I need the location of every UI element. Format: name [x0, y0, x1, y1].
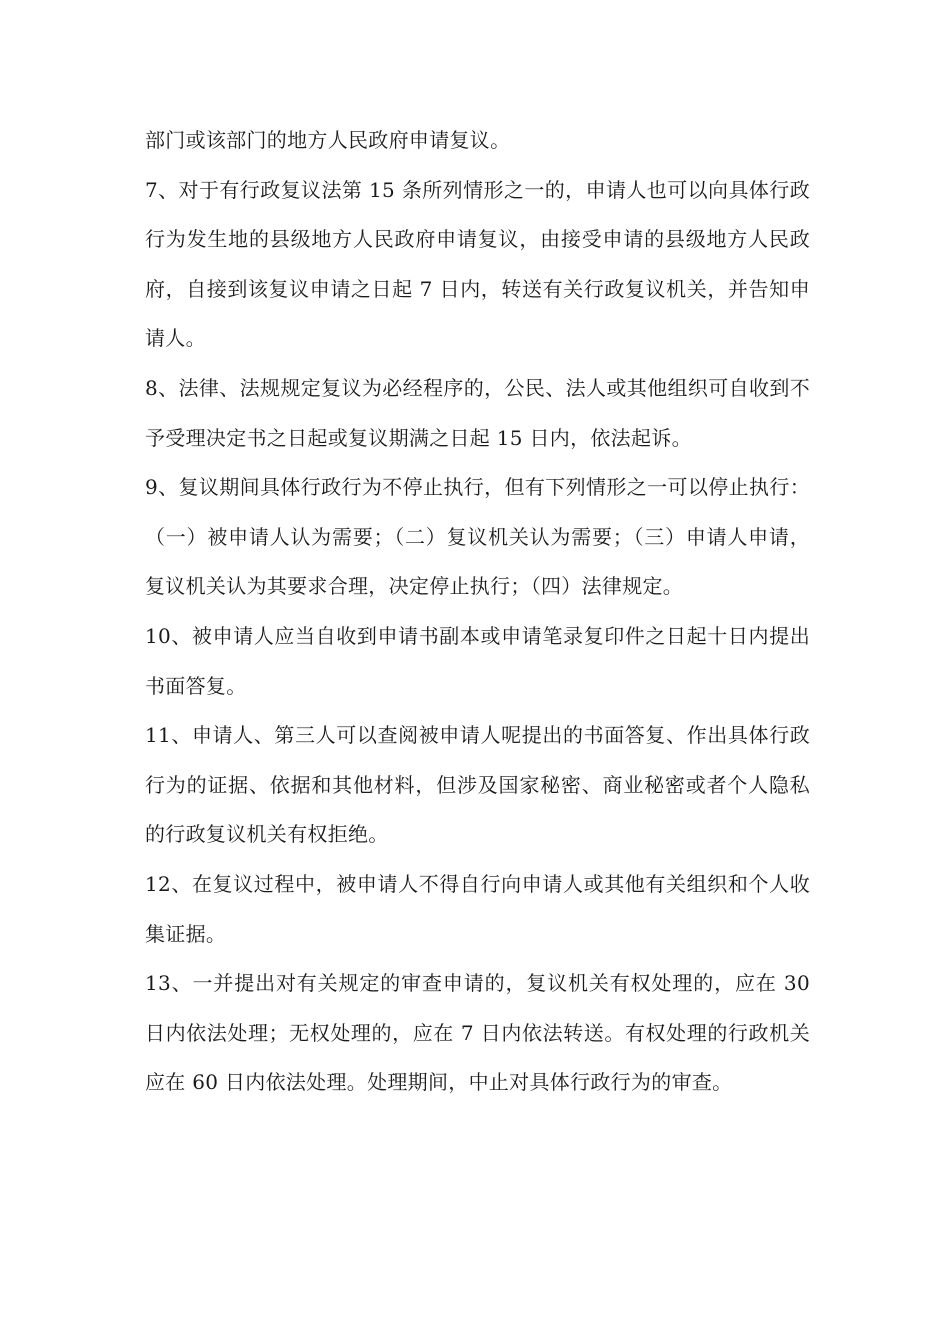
document-body — [145, 116, 810, 1108]
paragraph-continuation: 部门或该部门的地方人民政府申请复议。 — [145, 128, 511, 152]
paragraph-item-9: 9、复议期间具体行政行为不停止执行，但有下列情形之一可以停止执行：（一）被申请人认为需要；（二）复议机关认为需要；（三）申请人申请，复议机关认为其要求合理，决定停止执行；（四）法律规定。 — [145, 475, 810, 599]
paragraph-item-8: 8、法律、法规规定复议为必经程序的，公民、法人或其他组织可自收到不予受理决定书之日起或复议期满之日起 15 日内，依法起诉。 — [145, 375, 810, 450]
paragraph-item-12: 12、在复议过程中，被申请人不得自行向申请人或其他有关组织和个人收集证据。 — [145, 871, 810, 946]
paragraph-item-10: 10、被申请人应当自收到申请书副本或申请笔录复印件之日起十日内提出书面答复。 — [145, 623, 810, 698]
paragraph-item-13: 13、一并提出对有关规定的审查申请的，复议机关有权处理的，应在 30 日内依法处理；无权处理的，应在 7 日内依法转送。有权处理的行政机关应在 60 日内依法处理。处理期间，中止对具体行政行为的审查。 — [145, 971, 810, 1095]
paragraph-item-11: 11、申请人、第三人可以查阅被申请人呢提出的书面答复、作出具体行政行为的证据、依据和其他材料，但涉及国家秘密、商业秘密或者个人隐私的行政复议机关有权拒绝。 — [145, 723, 810, 847]
paragraph-item-7: 7、对于有行政复议法第 15 条所列情形之一的，申请人也可以向具体行政行为发生地的县级地方人民政府申请复议，由接受申请的县级地方人民政府，自接到该复议申请之日起 7 日内，转送有关行政复议机关，并告知申请人。 — [145, 177, 810, 351]
